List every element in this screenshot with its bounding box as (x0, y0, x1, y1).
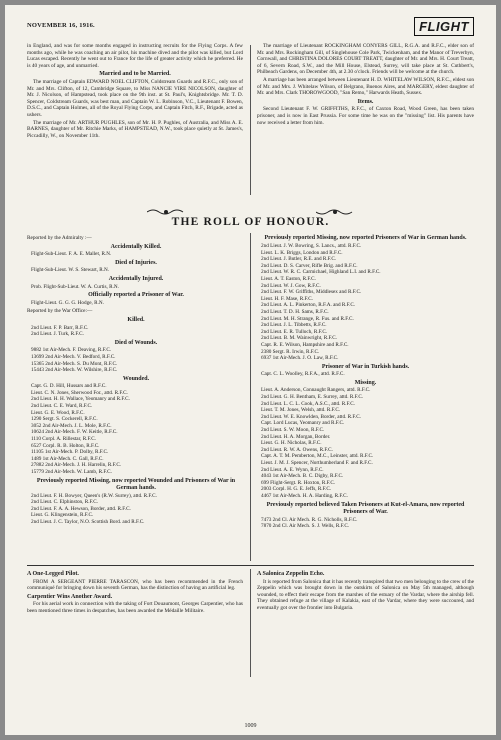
died-injuries-heading: Died of Injuries. (115, 259, 157, 266)
list-item: 2nd Lieut. H. A. Morgan, Border. (261, 433, 331, 440)
column-divider (250, 45, 251, 195)
list-item: 2380 Sergt. R. Irwin, R.F.C. (261, 348, 320, 355)
items-heading: Items. (357, 98, 374, 105)
list-item: 2nd Lieut. L. C. L. Cook, A.S.C., attd. R.F.C. (261, 400, 355, 407)
items-paragraph: Second Lieutenant F. W. GRIFFITHS, R.F.C., of Caxton Road, Wood Green, has been taken prisoner, and is now in East Prussia. For some time he was on the "missing" list. His parents have now received a letter from him. (257, 106, 474, 126)
list-item: 2nd Lieut. M. H. Strange, R. Fus. and R.F.C. (261, 315, 354, 322)
list-item: 2nd Lieut. F. W. Griffiths, Middlesex and R.F.C. (261, 289, 362, 296)
list-item: 2003 Corpl. H. G. E. Jeffs, R.F.C. (261, 486, 332, 493)
wounded-prisoners-heading: Previously reported Missing, now reported Wounded and Prisoners of War in German hands. (36, 477, 236, 491)
war-office-line: Reported by the War Office:— (27, 308, 93, 315)
marriage-paragraph-3: The marriage of Lieutenant ROCKINGHAM CONYERS GILL, R.G.A. and R.F.C., elder son of Mr. and Mrs. Rockingham Gill, of Singlehouse Cole Park, Twickenham, and the Manor of Treverbyn, Cornwall, and CHRISTINA DOLORES COURT TREATT, daughter of Mr. and Mrs. H. Court Treatt, of 6, Severn Road, S.W., and the Mill House, Elstead, Surrey, will take place at St. Cuthbert's, Philbeach Gardens, on December 4th, at 2.30 o'clock. Friends will be welcome at the church. (257, 43, 474, 76)
list-item: 7473 2nd Cl. Air Mech. R. G. Nicholls, R.F.C. (261, 516, 358, 523)
list-item: 1110 Corpl. A. Rillestar, R.F.C. (31, 436, 96, 443)
died-wounds-heading: Died of Wounds. (114, 339, 158, 346)
list-item: 699 Flight-Sergt. R. Hoxton, R.F.C. (261, 479, 336, 486)
list-item: Capt. G. D. Hill, Hussars and R.F.C. (31, 383, 107, 390)
missing-prisoners-heading: Previously reported Missing, now reported Prisoners of War in German hands. (264, 235, 467, 241)
list-item: Lieut. A. T. Easton, R.F.C. (261, 275, 316, 282)
list-item: Flight-Sub-Lieut. F. A. E. Mallet, R.N. (31, 251, 112, 258)
list-item: Lieut. L. K. Briggs, London and R.F.C. (261, 249, 343, 256)
list-item: 10624 2nd Air-Mech. F. W. Keitle, R.F.C. (31, 429, 118, 436)
top-right-column (257, 43, 474, 127)
list-item: Capt. R. E. Wilson, Hampshire and R.F.C. (261, 341, 349, 348)
list-item: 13699 2nd Air-Mech. V. Bedford, R.F.C. (31, 353, 116, 360)
list-item: 15443 2nd Air-Mech. W. Wilshire, R.F.C. (31, 367, 118, 374)
list-item: 2nd Lieut. T. D. H. Sams, R.F.C. (261, 308, 329, 315)
list-item: Capt. A. T. M. Pemberton, M.C., Leinster, attd. R.F.C. (261, 453, 374, 460)
list-item: 2nd Lieut. F. P. Barr, R.F.C. (31, 324, 89, 331)
list-item: Lieut. J. M. J. Spencer, Northumberland F. and R.F.C. (261, 460, 373, 466)
flight-logo: FLIGHT (414, 17, 474, 36)
list-item: 2nd Lieut. W. J. Gow, R.F.C. (261, 282, 321, 289)
list-item: 2nd Lieut. G. H. Bentham, E. Surrey, attd. R.F.C. (261, 394, 364, 401)
bottom-right-column (257, 569, 474, 613)
list-item: 2nd Lieut. B. M. Wainwright, R.F.C. (261, 335, 338, 342)
top-left-column (27, 43, 243, 140)
column-divider (250, 233, 251, 561)
roll-left-column (27, 233, 245, 526)
admiralty-line: Reported by the Admiralty :— (27, 235, 92, 241)
carpentier-paragraph: For his aerial work in connection with the taking of Fort Douaumont, Georges Carpentier, who has been mentioned three times in despatches, has been awarded the Médaille Militaire. (27, 601, 243, 614)
list-item: 2nd Lieut. W. R. C. Carmichael, Highland L.I. and R.F.C. (261, 269, 381, 276)
list-item: 2nd Lieut. C. Elphinston, R.F.C. (31, 499, 99, 506)
list-item: 2nd Lieut. A. E. Wynn, R.F.C. (261, 466, 324, 473)
list-item: 2nd Lieut. E. R. Tulloch, R.F.C. (261, 328, 328, 335)
list-item: Lieut. G. Klingenstein, R.F.C. (31, 512, 94, 519)
list-item: 15779 2nd Air-Mech. W. Lamb, R.F.C. (31, 469, 112, 475)
list-item: Lieut. G. H. Nicholas, R.F.C. (261, 440, 322, 447)
kut-prisoners-heading: Previously reported believed Taken Prisoners at Kut-el-Amara, now reported Prisoners of War. (266, 501, 465, 515)
list-item: 1489 1st Air-Mech. C. Gall, R.F.C. (31, 455, 104, 462)
one-legged-pilot-paragraph: FROM A SERGEANT PIERRE TARASCON, who has been recommended in the French communiqué for bringing down his seventh German, has the distinction of having an artificial leg. (27, 578, 243, 592)
list-item: 15365 2nd Air-Mech. S. Du Mont, R.F.C. (31, 360, 118, 367)
missing-heading: Missing. (354, 379, 377, 386)
accidentally-killed-heading: Accidentally Killed. (110, 243, 162, 250)
list-item: 2nd Lieut. J. C. Taylor, N.O. Scottish Bord. and R.F.C. (31, 518, 145, 525)
list-item: Prob. Flight-Sub-Lieut. W. A. Curtis, R.N. (31, 283, 119, 290)
prisoner-heading: Officially reported a Prisoner of War. (88, 292, 184, 299)
roll-right-column (257, 233, 474, 530)
roll-of-honour-title: THE ROLL OF HONOUR. (171, 216, 330, 228)
list-item: 2nd Lieut. F. A. A. Hewson, Border, attd. R.F.C. (31, 505, 131, 512)
carpentier-heading: Carpentier Wins Another Award. (27, 593, 113, 600)
bottom-left-column (27, 569, 243, 616)
list-item: 4043 1st Air-Mech. B. C. Digby, R.F.C. (261, 473, 344, 480)
obituary-continuation: in England, and was for some months engaged in instructing recruits for the Flying Corps. A few months ago, while he was coaching an air pilot, his machine dived and the pilot was killed, but Lord Lucas escaped. Recently he went out to France for the life of greater activity which he preferred. He is 40 years of age, and unmarried. (27, 43, 243, 69)
ornament-left-icon (147, 208, 185, 216)
section-divider (27, 565, 474, 566)
issue-date: NOVEMBER 16, 1916. (27, 22, 95, 29)
ornament-right-icon (316, 208, 354, 216)
list-item: 9882 1st Air-Mech. F. Deaving, R.F.C. (31, 347, 112, 354)
list-item: 11105 1st Air-Mech. P. Dolby, R.F.C. (31, 449, 109, 456)
list-item: 2nd Lieut. J. W. Bowring, S. Lancs., attd. R.F.C. (261, 243, 362, 249)
married-heading: Married and to be Married. (99, 71, 171, 78)
list-item: 2nd Lieut. R. W. A. Owens, R.F.C. (261, 446, 333, 453)
wounded-heading: Wounded. (122, 375, 150, 382)
list-item: Capt. C. L. Woolley, R.F.A., attd. R.F.C. (261, 371, 345, 378)
list-item: 2nd Lieut. D. S. Carver, Rifle Brig. and R.F.C. (261, 262, 358, 269)
list-item: 4467 1st Air-Mech. H. A. Harding, R.F.C. (261, 492, 348, 499)
list-item: Lieut. C. N. Jones, Sherwood For., attd. R.F.C. (31, 389, 128, 396)
list-item: Lieut. T. M. Jones, Welsh, attd. R.F.C. (261, 407, 341, 414)
list-item: 6937 1st Air-Mech. J. O. Law, R.F.C. (261, 355, 339, 362)
list-item: Flight-Sub-Lieut. W. S. Stewart, R.N. (31, 267, 110, 274)
marriage-paragraph-4: A marriage has been arranged between Lieutenant H. D. WHITELAW WILSON, R.F.C., eldest son of Mr. and Mrs. J. Whitelaw Wilson, of Belgrano, Buenos Aires, and MARGERY, eldest daughter of Mr. and Mrs. Clark THOROWGOOD, "San Remo," Harwards Heath, Sussex. (257, 76, 474, 97)
list-item: 2nd Lieut. J. Butler, R.E. and R.F.C. (261, 256, 337, 263)
list-item: Flight-Lieut. G. G. G. Hodge, R.N. (31, 299, 104, 306)
one-legged-pilot-heading: A One-Legged Pilot. (27, 571, 79, 577)
page-header (27, 17, 474, 39)
list-item: 2nd Lieut. J. Turk, R.F.C. (31, 331, 84, 338)
list-item: 1290 Sergt. S. Cockerell, R.F.C. (31, 416, 98, 423)
list-item: Lieut. H. F. Mase, R.F.C. (261, 295, 314, 302)
list-item: Lieut. A. Anderson, Connaught Rangers, attd. R.F.C. (261, 387, 371, 394)
zeppelin-paragraph: It is reported from Salonica that it has recently transpired that two men belonging to the crew of the Zeppelin which was brought down in the outskirts of Salonica on May 5th managed, although wounded, to effect their escape from the marshes of the estuary of the Vardar, where the airship fell. They obtained refuge at the village of Kalakia, east of the Vardar, where they were succoured, and eventually got over the frontier into Bulgaria. (257, 578, 474, 611)
list-item: 7870 2nd Cl. Air Mech. S. J. Wells, R.F.C. (261, 523, 350, 530)
page-number: 1009 (244, 723, 257, 729)
list-item: 2nd Lieut. H. H. Wallace, Yeomanry and R.F.C. (31, 396, 130, 403)
list-item: 2nd Lieut. S. W. Moon, R.F.C. (261, 427, 325, 434)
list-item: 3052 2nd Air-Mech. J. L. Mole, R.F.C. (31, 422, 112, 429)
list-item: Lieut. G. E. Wood, R.F.C. (31, 409, 85, 416)
list-item: 2nd Lieut. C. E. Ward, R.F.C. (31, 403, 93, 410)
marriage-paragraph-2: The marriage of Mr. ARTHUR PUGHLES, son of Mr. H. P. Pughles, of Australia, and Miss A. E. BARNES, daughter of Mr. Ritchie Marks, of HAMPSTEAD, N.W., took place quietly at St. James's, Piccadilly, W., on November 11th. (27, 119, 243, 139)
list-item: 2nd Lieut. W. E. Knowlden, Border, attd. R.F.C. (261, 413, 361, 420)
list-item: Capt. Lord Lucas, Yeomanry and R.F.C. (261, 420, 345, 427)
list-item: 2nd Lieut. A. L. Pinkerton, R.F.A. and R.F.C. (261, 302, 356, 309)
roll-title-band (27, 205, 474, 229)
list-item: 2nd Lieut. J. L. Tibbetts, R.F.C. (261, 322, 327, 329)
accidentally-injured-heading: Accidentally Injured. (108, 275, 164, 282)
column-divider (250, 569, 251, 677)
killed-heading: Killed. (127, 316, 145, 323)
zeppelin-heading: A Salonica Zeppelin Echo. (257, 571, 325, 577)
marriage-paragraph-1: The marriage of Captain EDWARD NOEL CLIFTON, Coldstream Guards and R.F.C., only son of Mr. and Mrs. Clifton, of 12, Cambridge Square, to Miss NANCIE VIRE NICOLSON, daughter of Mr. J. Nicolson, of Hampstead, took place on the 9th inst. at St. Paul's, Knightsbridge. Mr. T. D. Spencer, Coldstream Guards, was best man, and Captain W. L. Robinson, V.C., Lieutenant F. Bowen, D.S.C., and Captain Holmes, all of the Royal Flying Corps, and Captain Fitch, R.F., Brigade, acted as ushers. (27, 78, 243, 118)
list-item: 6527 Corpl. R. B. Holton, R.F.C. (31, 442, 100, 449)
turkish-prisoner-heading: Prisoner of War in Turkish hands. (321, 363, 410, 370)
magazine-page (5, 5, 496, 735)
list-item: 2nd Lieut. F. H. Bowyer, Queen's (R.W. Surrey), attd. R.F.C. (31, 492, 157, 499)
list-item: 27882 2nd Air-Mech. J. H. Harrelin, R.F.C. (31, 462, 122, 469)
